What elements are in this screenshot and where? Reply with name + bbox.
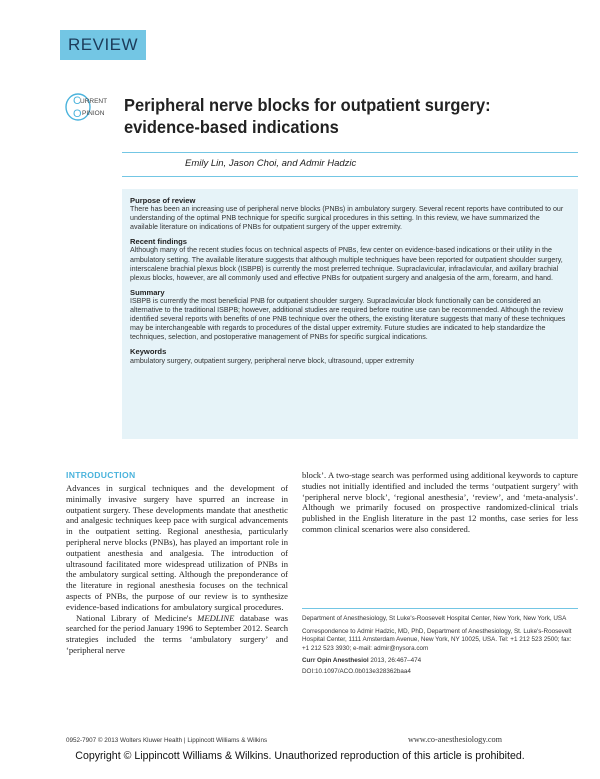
affiliation-block [302, 615, 580, 681]
intro-paragraph-2 [66, 613, 288, 656]
current-opinion-logo [64, 90, 116, 124]
p2-start: National Library of Medicine's [76, 612, 198, 623]
keywords-text: ambulatory surgery, outpatient surgery, peripheral nerve block, ultrasound, upper extremity [130, 356, 415, 365]
authors: Emily Lin, Jason Choi, and Admir Hadzic [185, 158, 357, 169]
findings-text: Although many of the recent studies focus on technical aspects of PNBs, few center on evidence-based indications or their utility in the ambulatory setting. The available literature suggests that although multiple techniques have been reported for outpatient shoulder surgery, interscalene brachial plexus block (ISBPB) is currently the most preferred technique. Supraclavicular, infraclavicular, and axillary brachial plexus blocks, however, are all commonly used and effective PNBs for outpatient surgery and analgesia of the arm, forearm, and hand. [130, 246, 563, 282]
doi: DOI:10.1097/ACO.0b013e328362baa4 [302, 667, 411, 675]
svg-text:O: O [73, 108, 82, 120]
svg-text:C: C [73, 95, 81, 107]
summary-heading: Summary [130, 287, 165, 297]
column-left [66, 483, 288, 656]
intro-paragraph-2-cont: block’. A two-stage search was performed using additional keywords to capture studies not initially identified and included the terms ‘outpatient surgery’ with ‘peripheral nerve block’, ‘regional anesthesia’, ‘review’, and ‘meta-analysis’. Although we primarily focused on prospective randomized-clinical trials published in the English literature in the past 12 months, case series for less common clinical scenarios were also considered. [302, 470, 578, 534]
p2-end: database was searched for the period January 1996 to September 2012. Search strategies included the terms ‘ambulatory surgery’ and ‘peripheral nerve [66, 612, 288, 655]
copyright-notice: Copyright © Lippincott Williams & Wilkins. Unauthorized reproduction of this article is prohibited. [75, 750, 525, 762]
title-line-2: evidence-based indications [124, 117, 339, 137]
affiliation-rule [302, 608, 578, 609]
summary-text: ISBPB is currently the most beneficial PNB for outpatient shoulder surgery. Supraclavicular block functionally can be considered an alternative to the traditional ISBPB; however, additional studies are required before routine use can be recommended. Although the review identified several reports with benefits of one PNB technique over the others, the existing literature suggests that many of these techniques may be interchangeable with regards to procedures of the distal upper extremity. Future studies are indicated to help standardize the techniques, selection, and postoperative management of PNBs for specific surgical indications. [130, 296, 566, 342]
svg-text:URRENT: URRENT [80, 98, 108, 105]
department: Department of Anesthesiology, St Luke's-Roosevelt Hospital Center, New York, New York, USA [302, 615, 567, 622]
introduction-heading: INTRODUCTION [66, 470, 136, 480]
journal-volume: 2013, 26:467–474 [368, 657, 422, 665]
journal-citation [302, 657, 580, 666]
intro-paragraph-1: Advances in surgical techniques and the development of minimally invasive surgery have spurred an increase in outpatient surgery. These developments mandate that anesthetic and analgesic techniques keep pace with surgical advancements in the outpatient setting. Regional anesthesia, particularly peripheral nerve blocks (PNBs), has played an important role in outpatient anesthesia and analgesia. The introduction of ultrasound facilitated more widespread utilization of PNBs in the ambulatory surgical setting. Although the preponderance of the literature in regional anesthesia focuses on the technical aspects of PNBs, the purpose of our review is to synthesize evidence-based indications for ambulatory surgical procedures. [66, 483, 288, 612]
title-line-1: Peripheral nerve blocks for outpatient surgery: [124, 95, 491, 115]
svg-text:PINION: PINION [82, 110, 105, 117]
purpose-heading: Purpose of review [130, 196, 196, 205]
findings-heading: Recent findings [130, 237, 187, 247]
review-tag: REVIEW [60, 30, 146, 60]
journal-name: Curr Opin Anesthesiol [302, 657, 369, 665]
footer-url[interactable]: www.co-anesthesiology.com [408, 735, 502, 744]
keywords-heading: Keywords [130, 347, 167, 357]
abstract-box [122, 189, 578, 439]
purpose-text: There has been an increasing use of peripheral nerve blocks (PNBs) in ambulatory surgery. Several recent reports have contributed to our understanding of the optimal PNB technique for specific surgical procedures in this setting. In this review, we have summarized the available literature on indications of PNBs for outpatient surgery of the upper extremity. [130, 205, 564, 232]
medline-term: MEDLINE [197, 612, 235, 623]
correspondence: Correspondence to Admir Hadzic, MD, PhD, Department of Anesthesiology, St. Luke's-Roosevelt Hospital Center, 1111 Amsterdam Avenue, New York, NY 10025, USA. Tel: +1 212 523 2500; fax: +1 212 523 3930; e-mail: admir@nysora.com [302, 627, 572, 652]
article-title [124, 94, 538, 138]
title-rule [122, 152, 578, 153]
footer-issn: 0952-7907 © 2013 Wolters Kluwer Health | Lippincott Williams & Wilkins [66, 737, 268, 744]
authors-rule [122, 176, 578, 177]
column-right [302, 470, 578, 535]
